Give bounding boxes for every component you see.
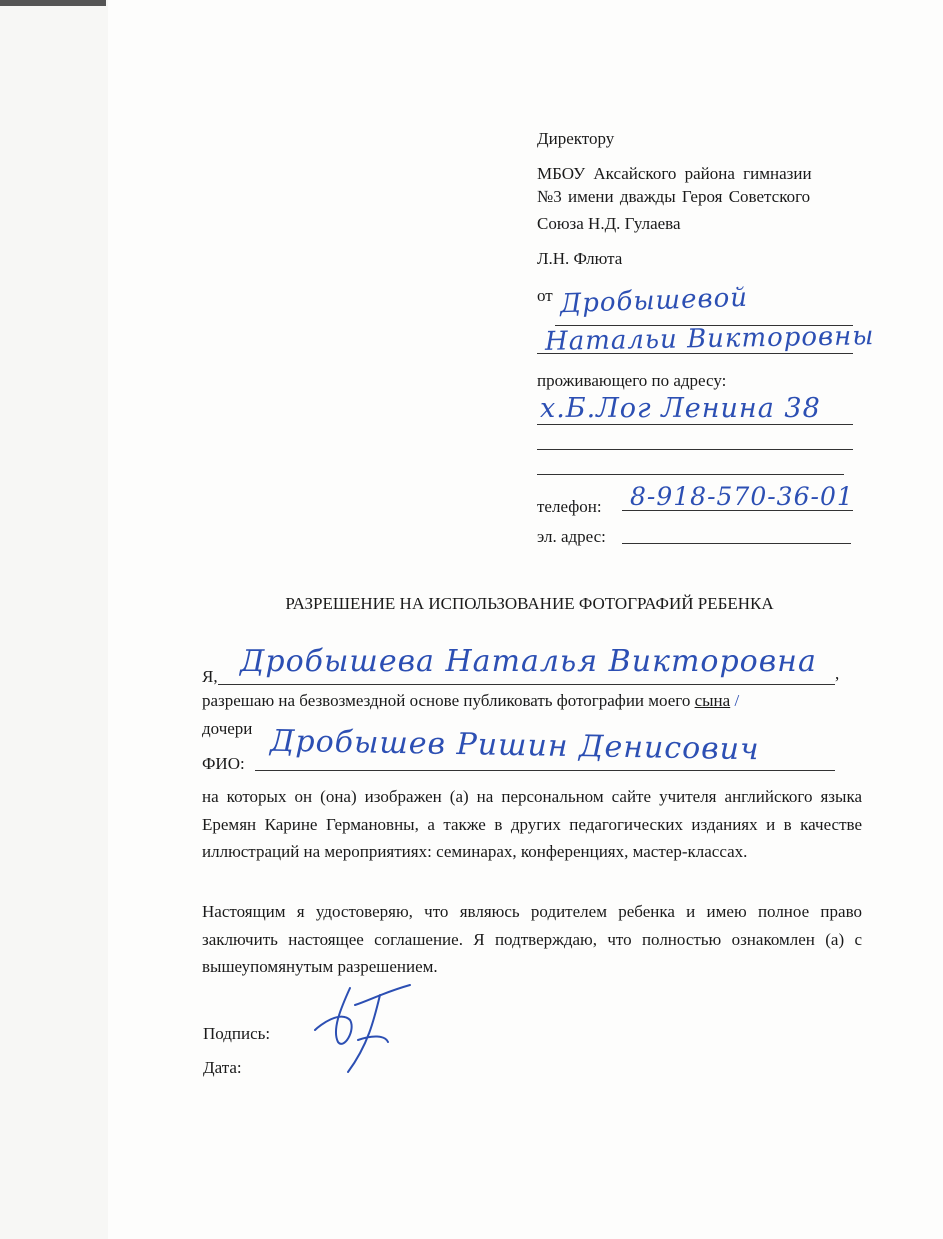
email-label: эл. адрес: <box>537 527 606 546</box>
name-comma: , <box>835 664 840 683</box>
from-label: от <box>537 286 553 305</box>
address-line-3 <box>537 474 844 475</box>
child-name-handwritten: Дробышев Ришин Денисович <box>269 723 760 768</box>
i-label: Я, <box>202 667 218 686</box>
paragraph-usage: на которых он (она) изображен (а) на персональном сайте учителя английского языка Еремян Карине Германовны, а также в других педагогических изданиях и в качестве иллюстраций на мероприятиях: семинарах, конференциях, мастер-классах. <box>202 787 862 861</box>
document-title: РАЗРЕШЕНИЕ НА ИСПОЛЬЗОВАНИЕ ФОТОГРАФИЙ РЕБЕНКА <box>285 594 774 613</box>
from-handwritten-2: Натальи Викторовны <box>544 321 875 357</box>
daughter-word: дочери <box>202 719 253 738</box>
fio-label: ФИО: <box>202 754 245 773</box>
name-line <box>218 684 835 685</box>
school-line-3: Союза Н.Д. Гулаева <box>537 214 681 233</box>
from-handwritten-1: Дробышевой <box>559 282 749 320</box>
date-label: Дата: <box>203 1058 242 1077</box>
addressee-title: Директору <box>537 129 615 148</box>
director-name: Л.Н. Флюта <box>537 249 623 268</box>
scan-edge <box>0 0 106 6</box>
document-page <box>108 0 943 1239</box>
parent-name-handwritten: Дробышева Наталья Викторовна <box>240 644 817 679</box>
address-line-2 <box>537 449 853 450</box>
permission-text: разрешаю на безвозмездной основе публиковать фотографии моего сына / <box>202 691 740 710</box>
address-handwritten: х.Б.Лог Ленина 38 <box>540 393 821 424</box>
phone-label: телефон: <box>537 497 602 516</box>
son-word: сына <box>694 691 731 710</box>
email-line <box>622 543 851 544</box>
phone-handwritten: 8-918-570-36-01 <box>630 482 854 511</box>
signature-graphic <box>310 980 420 1080</box>
address-line-1 <box>537 424 853 425</box>
fio-line <box>255 770 835 771</box>
address-label: проживающего по адресу: <box>537 371 727 390</box>
school-line-2: №3 имени дважды Героя Советского <box>537 187 811 206</box>
paragraph-consent: Настоящим я удостоверяю, что являюсь родителем ребенка и имею полное право заключить настоящее соглашение. Я подтверждаю, что полностью ознакомлен (а) с вышеупомянутым разрешением. <box>202 902 862 976</box>
signature-label: Подпись: <box>203 1024 271 1043</box>
school-line-1: МБОУ Аксайского района гимназии <box>537 164 812 183</box>
